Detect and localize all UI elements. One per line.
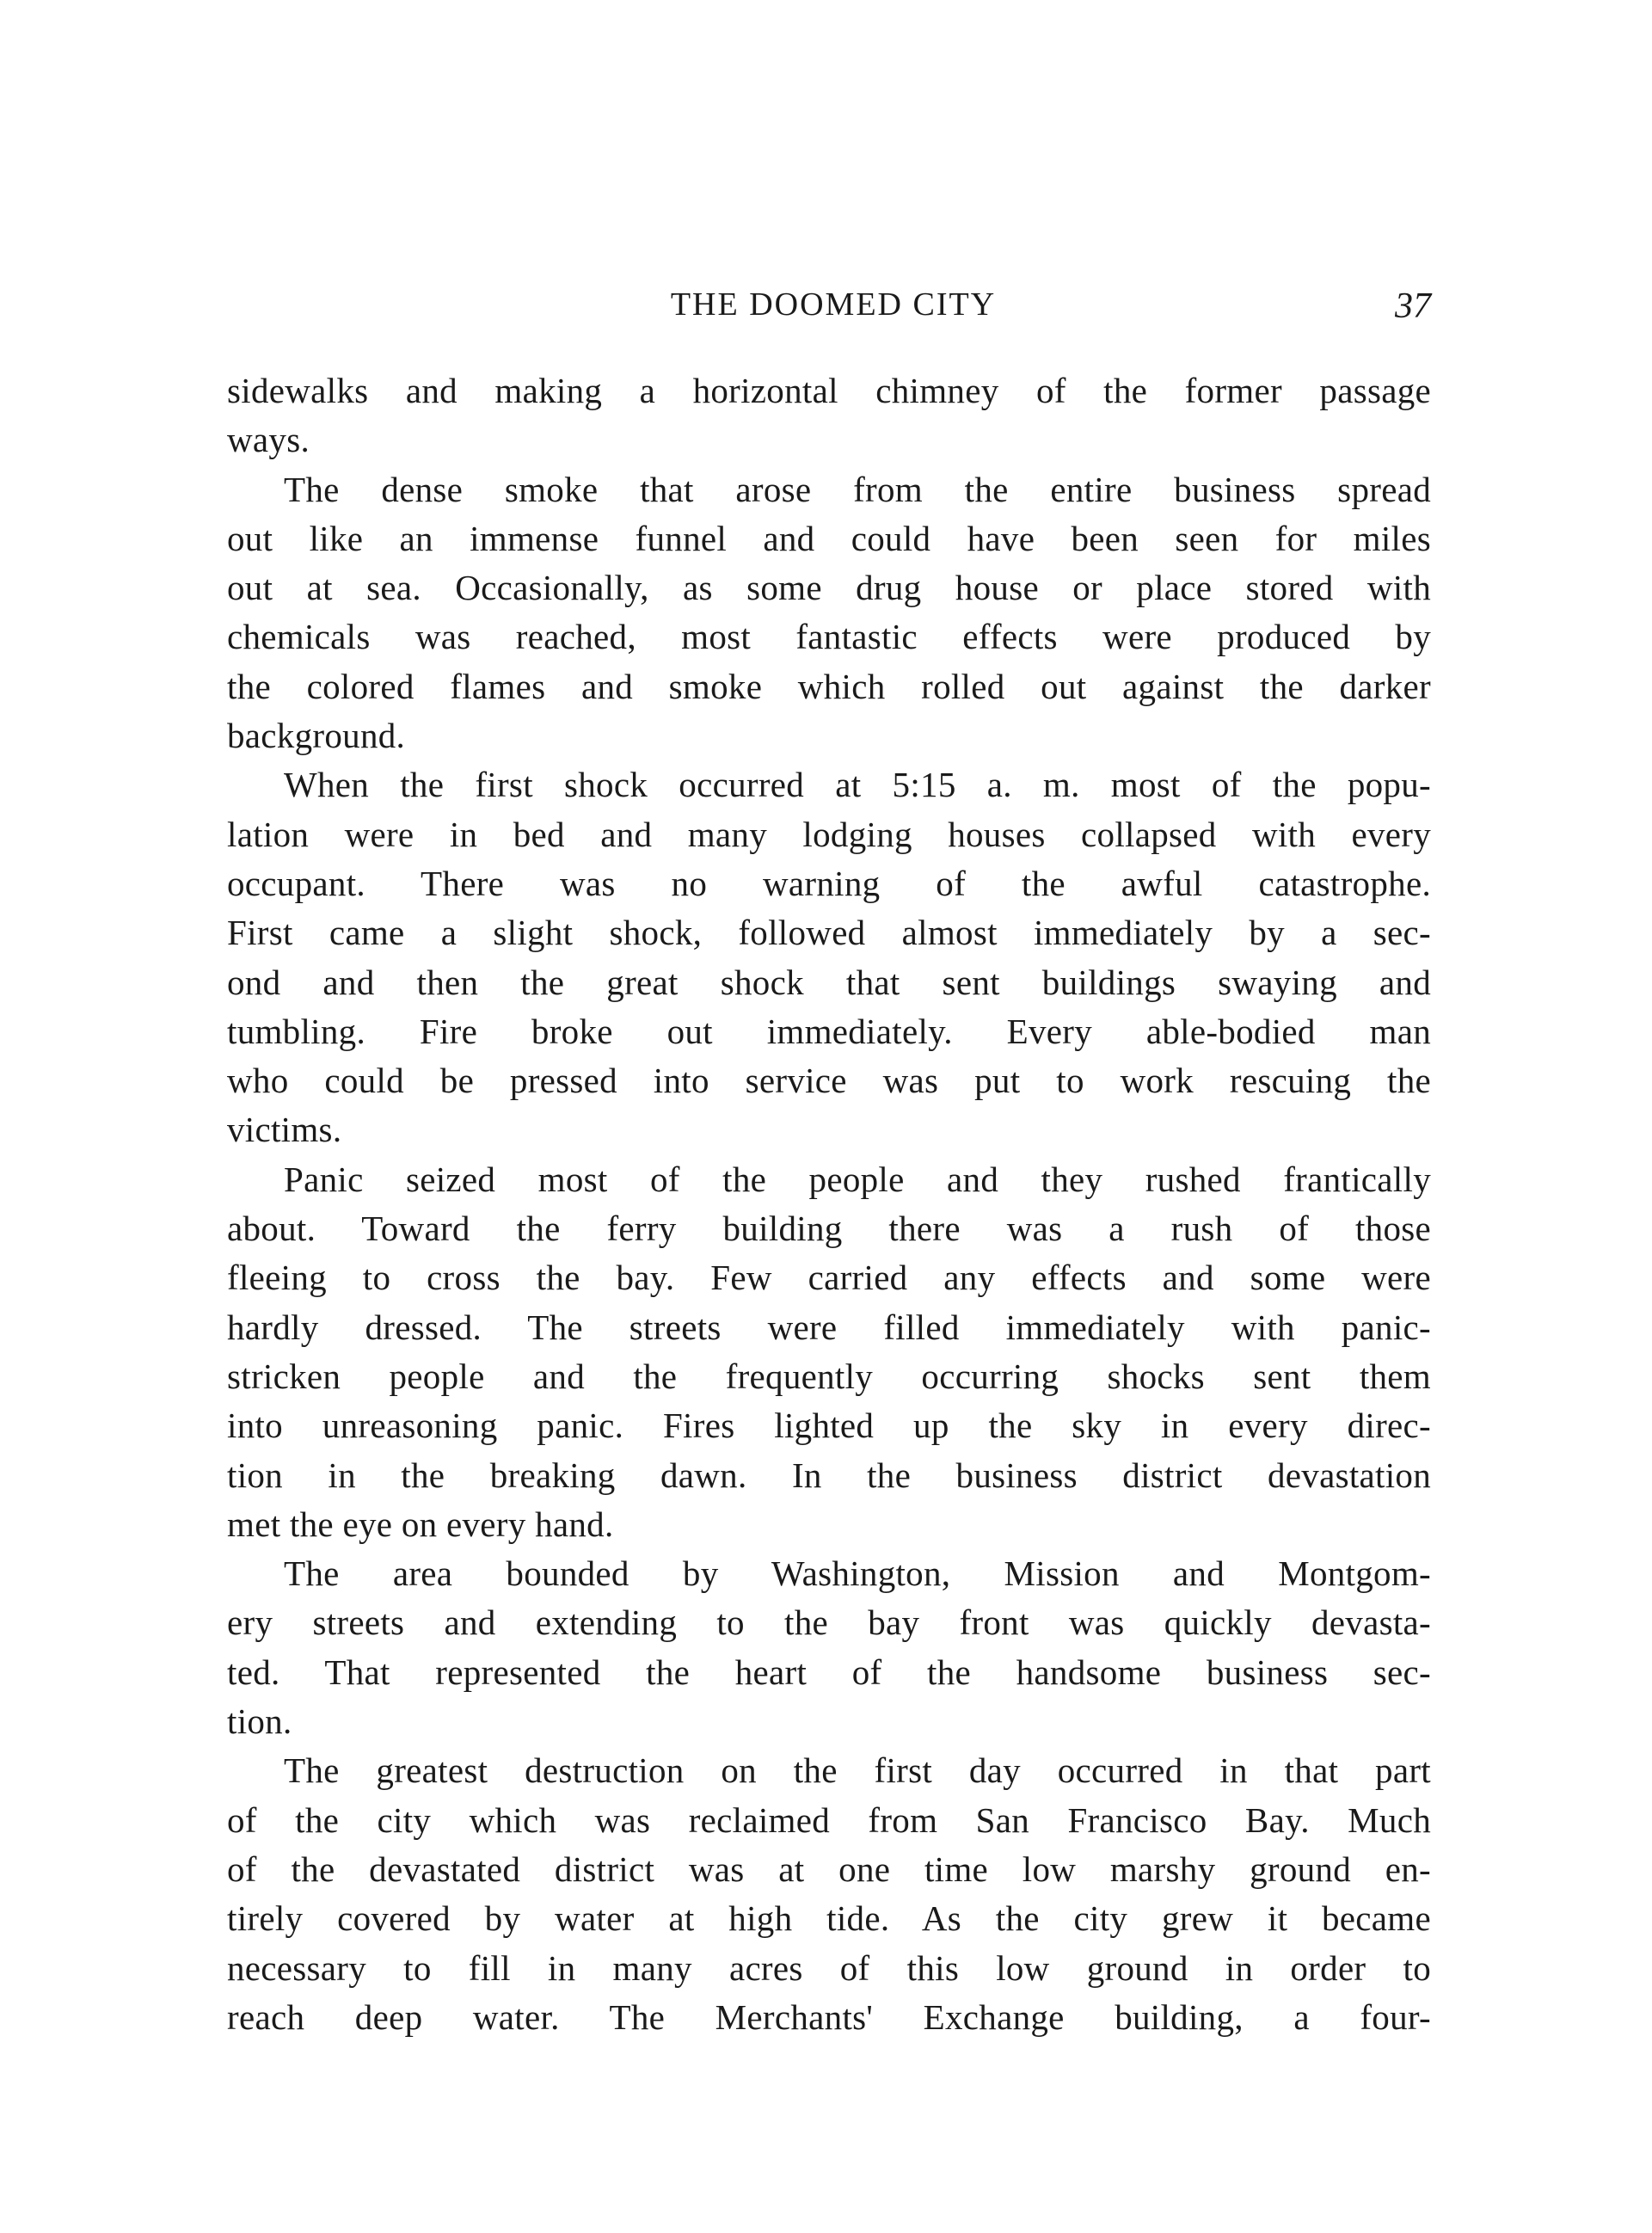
text-line: victims. <box>227 1110 342 1150</box>
text-line: ery streets and extending to the bay front was quickly devasta- <box>227 1602 1431 1643</box>
text-line: sidewalks and making a horizontal chimney of the former passage <box>227 371 1431 410</box>
text-line: about. Toward the ferry building there was a rush of those <box>227 1209 1431 1249</box>
paragraph <box>227 1549 1431 1746</box>
paragraph <box>227 1746 1431 2042</box>
paragraph <box>227 366 1431 465</box>
text-line: First came a slight shock, followed almost immediately by a sec- <box>227 913 1431 953</box>
text-line: reach deep water. The Merchants' Exchange building, a four- <box>227 1996 1431 2037</box>
text-line: The greatest destruction on the first day occurred in that part <box>284 1750 1431 1791</box>
page-number: 37 <box>1395 286 1431 326</box>
text-line: hardly dressed. The streets were filled immediately with panic- <box>227 1307 1431 1347</box>
text-line: out like an immense funnel and could have been seen for miles <box>227 518 1431 558</box>
text-line: of the devastated district was at one time low marshy ground en- <box>227 1849 1431 1889</box>
text-line: background. <box>227 716 406 756</box>
text-line: the colored flames and smoke which rolled out against the darker <box>227 666 1431 706</box>
text-line: When the first shock occurred at 5:15 a. m. most of the popu- <box>284 765 1431 805</box>
text-line: who could be pressed into service was put to work rescuing the <box>227 1061 1431 1101</box>
text-line: fleeing to cross the bay. Few carried any effects and some were <box>227 1258 1431 1298</box>
text-line: ways. <box>227 420 310 460</box>
text-line: tirely covered by water at high tide. As the city grew it became <box>227 1898 1431 1939</box>
running-title: THE DOOMED CITY <box>670 286 997 323</box>
text-line: tion in the breaking dawn. In the business district devastation <box>227 1455 1431 1495</box>
text-line: met the eye on every hand. <box>227 1504 614 1544</box>
paragraph <box>227 1155 1431 1549</box>
text-line: Panic seized most of the people and they rushed frantically <box>284 1159 1431 1199</box>
text-line: out at sea. Occasionally, as some drug house or place stored with <box>227 568 1431 608</box>
text-line: tumbling. Fire broke out immediately. Every able-bodied man <box>227 1011 1431 1051</box>
text-line: The dense smoke that arose from the entire business spread <box>284 469 1431 509</box>
text-line: occupant. There was no warning of the awful catastrophe. <box>227 863 1431 903</box>
text-line: tion. <box>227 1701 292 1742</box>
text-line: ted. That represented the heart of the handsome business sec- <box>227 1652 1431 1692</box>
text-line: chemicals was reached, most fantastic effects were produced by <box>227 617 1431 657</box>
text-line: into unreasoning panic. Fires lighted up the sky in every direc- <box>227 1406 1431 1446</box>
text-line: The area bounded by Washington, Mission and Montgom- <box>284 1553 1431 1594</box>
text-line: lation were in bed and many lodging houses collapsed with every <box>227 814 1431 854</box>
text-line: stricken people and the frequently occurring shocks sent them <box>227 1356 1431 1396</box>
paragraph <box>227 760 1431 1154</box>
text-line: necessary to fill in many acres of this low ground in order to <box>227 1947 1431 1988</box>
page-header <box>227 280 1431 329</box>
text-line: ond and then the great shock that sent buildings swaying and <box>227 962 1431 1002</box>
text-line: of the city which was reclaimed from San Francisco Bay. Much <box>227 1799 1431 1840</box>
paragraph <box>227 465 1431 761</box>
body-text <box>227 366 1431 2042</box>
